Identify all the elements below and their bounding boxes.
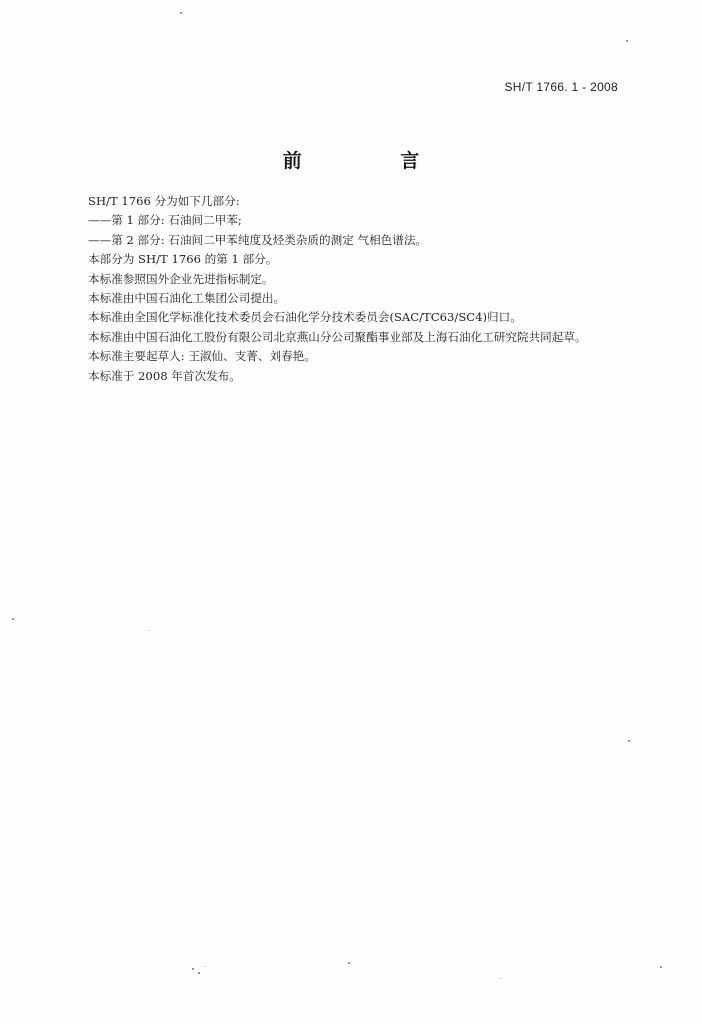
scan-speck bbox=[500, 978, 501, 979]
scan-speck bbox=[180, 12, 182, 14]
paragraph-drafted-by: 本标准由中国石油化工股份有限公司北京燕山分公司聚酯事业部及上海石油化工研究院共同起草。 bbox=[88, 329, 587, 344]
paragraph-main-drafters: 本标准主要起草人: 王淑仙、支菁、刘春艳。 bbox=[88, 349, 316, 364]
scan-speck bbox=[12, 618, 14, 620]
paragraph-part-2: ——第 2 部分: 石油间二甲苯纯度及烃类杂质的测定 气相色谱法。 bbox=[88, 232, 428, 247]
paragraph-under-jurisdiction: 本标准由全国化学标准化技术委员会石油化学分技术委员会(SAC/TC63/SC4)归口。 bbox=[88, 310, 522, 325]
scan-speck bbox=[204, 966, 205, 967]
paragraph-part-1: ——第 1 部分: 石油间二甲苯; bbox=[88, 213, 242, 228]
page-title: 前 言 bbox=[282, 150, 466, 172]
scan-speck bbox=[348, 962, 350, 964]
scan-speck bbox=[660, 966, 662, 968]
scan-speck bbox=[626, 40, 628, 42]
paragraph-proposed-by: 本标准由中国石油化工集团公司提出。 bbox=[88, 291, 286, 306]
standard-number: SH/T 1766. 1 - 2008 bbox=[504, 80, 618, 94]
foreword-body bbox=[64, 192, 624, 386]
paragraph-this-part: 本部分为 SH/T 1766 的第 1 部分。 bbox=[88, 252, 278, 267]
scan-speck bbox=[192, 968, 194, 970]
paragraph-reference: 本标准参照国外企业先进指标制定。 bbox=[88, 271, 274, 286]
paragraph-parts-intro: SH/T 1766 分为如下几部分: bbox=[88, 194, 240, 208]
scan-speck bbox=[148, 630, 149, 631]
scan-speck bbox=[198, 972, 200, 974]
scan-speck bbox=[628, 740, 630, 742]
paragraph-first-issue: 本标准于 2008 年首次发布。 bbox=[88, 368, 241, 383]
